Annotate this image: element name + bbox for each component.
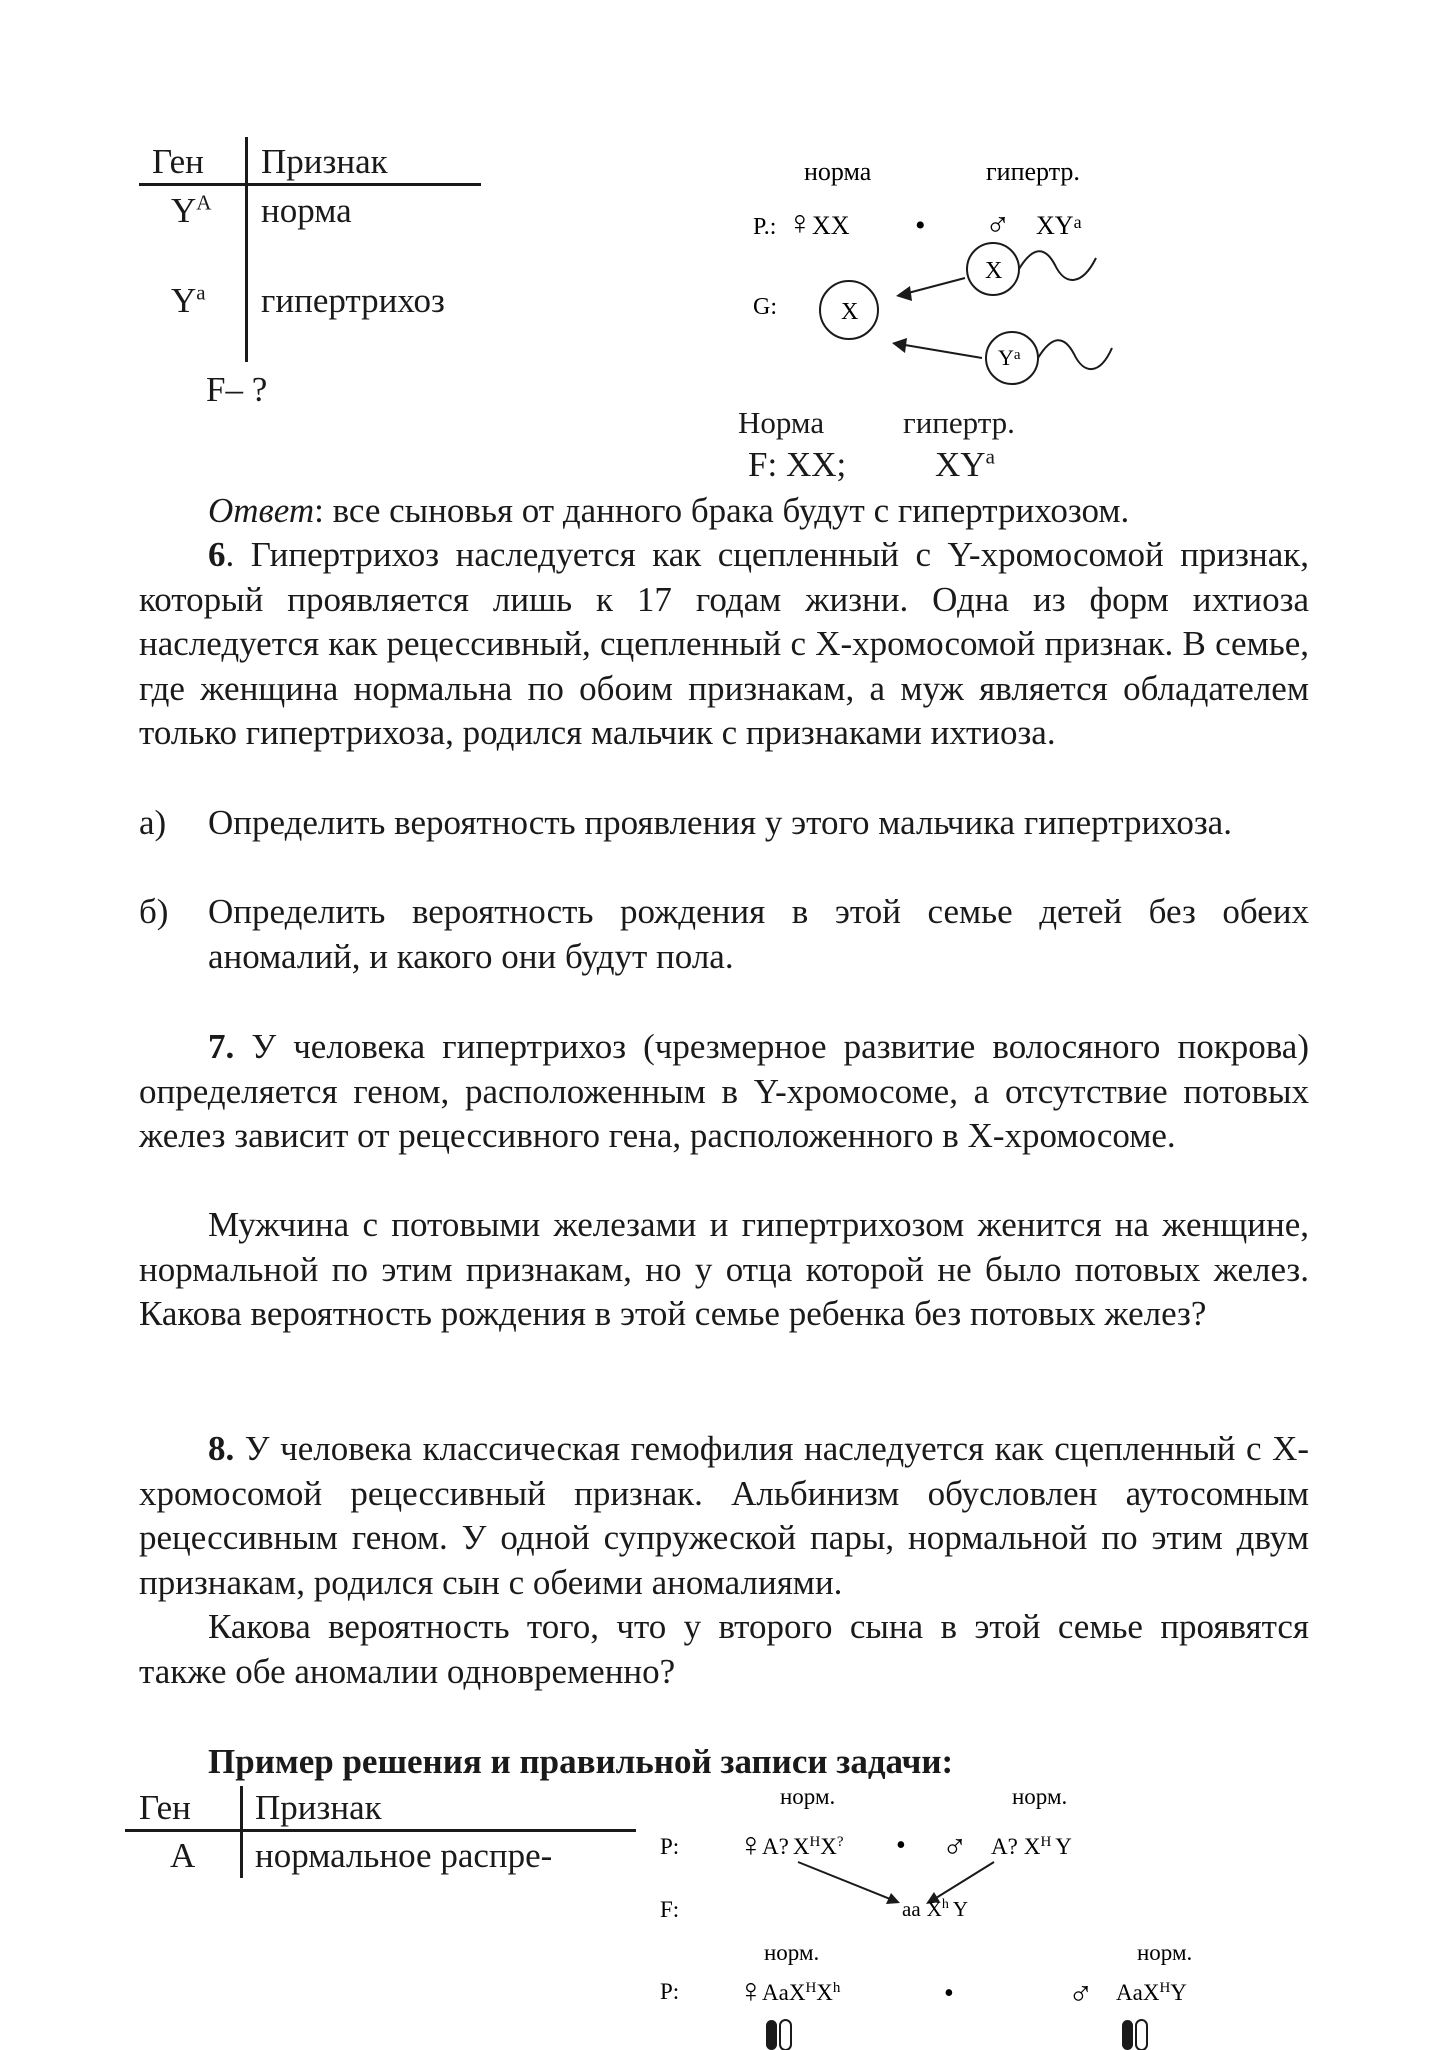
male-genotype: $XY^a$ [1036, 211, 1082, 240]
female-genotype-2: $AaX^HX^h$ [762, 1980, 841, 2005]
offspring-question: F– ? [206, 370, 268, 409]
trait-row-2: гипертрихоз [261, 281, 445, 320]
f-label-2: F: [660, 1897, 680, 1922]
table-column-rule [245, 137, 248, 362]
arrowhead-1 [896, 286, 912, 301]
arrow-x-to-gamete [908, 278, 965, 293]
f-label-hyper: гипертр. [903, 405, 1015, 440]
arrowhead-2 [892, 338, 907, 353]
chromosome-pair-female-icon [766, 2020, 791, 2050]
cross-dot: • [915, 209, 926, 242]
problem-6: 6. Гипертрихоз наследуется как сцепленный с Y-хромосомой признак, который проявляется лишь к 17 годам жизни. Одна из форм ихтиоза наследуется как рецессивный, сцепленный с X-хромосомой признак. В семье, где женщина нормальна по обоим признакам, а муж является обладателем только гипертрихоза, родился мальчик с признаками ихтиоза. [139, 535, 1309, 752]
example-heading: Пример решения и правильной записи задачи: [208, 1742, 954, 1781]
chromosome-pair-male-icon [1122, 2020, 1147, 2050]
label-norm-female-2: норм. [764, 1940, 820, 1965]
gamete-male-x: X [985, 258, 1003, 284]
arrow-female-to-child [798, 1862, 890, 1899]
p2-label: P: [660, 1979, 680, 2004]
arrow-ya-to-gamete [905, 345, 982, 358]
male-sign-icon: ♂ [985, 207, 1011, 244]
problem-7: 7. У человека гипертрихоз (чрезмерное развитие волосяного покрова) определяется геном, расположенным в Y-хромосоме, а отсутствие потовых желез зависит от рецессивного гена, расположенного в X-хромосоме. [139, 1027, 1309, 1155]
male-genotype-1: A? $X^H$ Y [991, 1834, 1072, 1859]
cross-scheme-2 [650, 1780, 1210, 2050]
female-sign-icon-1: ♀ [738, 1827, 764, 1864]
problem-6-item-b: б) Определить вероятность рождения в этой семье детей без обеих аномалий, и какого они будут пола. [139, 892, 1309, 976]
trait-row-1: норма [261, 191, 352, 230]
label-norm-male-1: норм. [1012, 1784, 1068, 1809]
example-gene-row-1: А [170, 1836, 196, 1875]
problem-7-question: Мужчина с потовыми железами и гипертрихозом женится на женщине, нормальной по этим признакам, но у отца которой не было потовых желез. Какова вероятность рождения в этой семье ребенка без потовых желез? [139, 1205, 1309, 1333]
f-label-norm: Норма [738, 405, 825, 440]
sperm-tail-2 [1038, 340, 1112, 369]
label-norm-male-2: норм. [1137, 1940, 1193, 1965]
g-label: G: [753, 294, 777, 320]
gamete-female: X [841, 299, 859, 325]
cross-dot-1: • [896, 1830, 906, 1861]
answer-line: Ответ: все сыновья от данного брака будут с гипертрихозом. [208, 491, 1130, 530]
male-genotype-2: AaX$^H$Y [1116, 1980, 1187, 2005]
problem-6-item-a: а) Определить вероятность проявления у этого мальчика гипертрихоза. [139, 803, 1232, 842]
table-header-rule [139, 183, 481, 186]
female-sign-icon: ♀ [787, 205, 813, 242]
example-header-trait: Признак [255, 1788, 382, 1827]
male-sign-icon-2: ♂ [1068, 1976, 1094, 2013]
female-sign-icon-2: ♀ [738, 1973, 764, 2010]
female-genotype-1: A? $X^HX^?$ [762, 1834, 844, 1859]
problem-8: 8. У человека классическая гемофилия наследуется как сцепленный с X-хромосомой рецессивный признак. Альбинизм обусловлен аутосомным рецессивным геном. У одной супружеской пары, нормальной по этим двум признакам, родился сын с обеими аномалиями. [139, 1429, 1309, 1602]
cross-dot-2: • [944, 1978, 954, 2009]
example-trait-row-1: нормальное распре- [255, 1836, 553, 1875]
label-male-hyper: гипертр. [986, 157, 1080, 186]
problem-8-question: Какова вероятность того, что у второго сына в этой семье проявятся также обе аномалии одновременно? [139, 1607, 1309, 1691]
f-offspring: F: XX; [748, 445, 847, 484]
female-genotype: XX [812, 211, 850, 240]
gene-row-1: $Y^A$ [171, 190, 212, 230]
cross-scheme-1 [740, 150, 1140, 400]
child-genotype: aa $X^h$ Y [902, 1897, 968, 1921]
arrow-male-to-child [936, 1862, 994, 1898]
f-offspring-son: $XY^a$ [935, 444, 995, 484]
example-column-rule [240, 1786, 243, 1878]
label-female-norm: норма [804, 157, 872, 186]
gamete-male-ya: $Y^a$ [998, 345, 1021, 370]
male-sign-icon-1: ♂ [942, 1829, 968, 1866]
p-label: P.: [753, 214, 777, 240]
example-header-rule [125, 1829, 636, 1832]
table-header-gene: Ген [152, 142, 204, 181]
example-header-gene: Ген [139, 1788, 191, 1827]
p1-label: P: [660, 1834, 680, 1859]
sperm-tail-1 [1019, 251, 1096, 280]
label-norm-female-1: норм. [780, 1784, 836, 1809]
table-header-trait: Признак [261, 142, 388, 181]
gene-row-2: $Y^a$ [171, 280, 206, 320]
